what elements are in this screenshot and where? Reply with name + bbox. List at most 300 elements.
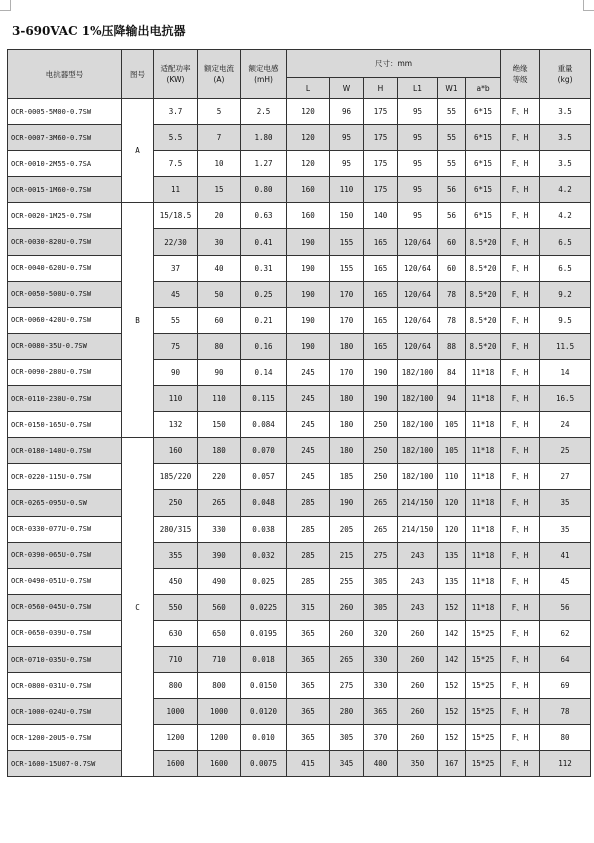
cell-weight: 35: [540, 490, 591, 516]
cell-current: 50: [198, 281, 241, 307]
cell-W1: 78: [438, 307, 466, 333]
cell-W: 255: [330, 568, 364, 594]
cell-model: OCR-0030-820U-0.7SW: [8, 229, 122, 255]
table-row: [8, 542, 591, 568]
header-insulation: 绝缘 等级: [501, 50, 540, 99]
cell-current: 150: [198, 412, 241, 438]
cell-W1: 105: [438, 412, 466, 438]
cell-model: OCR-0390-065U-0.7SW: [8, 542, 122, 568]
cell-insulation: F、H: [501, 151, 540, 177]
cell-H: 275: [364, 542, 398, 568]
cell-figure-group: A: [122, 99, 154, 203]
cell-insulation: F、H: [501, 620, 540, 646]
cell-weight: 56: [540, 594, 591, 620]
cell-insulation: F、H: [501, 673, 540, 699]
cell-weight: 3.5: [540, 151, 591, 177]
cell-model: OCR-0490-051U-0.7SW: [8, 568, 122, 594]
cell-L: 245: [287, 359, 330, 385]
cell-H: 320: [364, 620, 398, 646]
cell-weight: 9.5: [540, 307, 591, 333]
cell-inductance: 0.25: [241, 281, 287, 307]
cell-H: 165: [364, 281, 398, 307]
table-row: [8, 412, 591, 438]
cell-insulation: F、H: [501, 490, 540, 516]
table-row: [8, 490, 591, 516]
cell-inductance: 0.0150: [241, 673, 287, 699]
cell-insulation: F、H: [501, 177, 540, 203]
cell-L: 120: [287, 99, 330, 125]
cell-ab: 15*25: [466, 699, 501, 725]
cell-L1: 260: [398, 673, 438, 699]
cell-L1: 243: [398, 542, 438, 568]
table-row: [8, 438, 591, 464]
cell-power: 800: [154, 673, 198, 699]
cell-L1: 243: [398, 568, 438, 594]
table-row: [8, 725, 591, 751]
cell-insulation: F、H: [501, 464, 540, 490]
cell-ab: 11*18: [466, 386, 501, 412]
cell-H: 250: [364, 412, 398, 438]
cell-L1: 95: [398, 151, 438, 177]
cell-power: 45: [154, 281, 198, 307]
cell-inductance: 0.0195: [241, 620, 287, 646]
cell-H: 140: [364, 203, 398, 229]
cell-W: 280: [330, 699, 364, 725]
cell-current: 1000: [198, 699, 241, 725]
cell-power: 55: [154, 307, 198, 333]
cell-ab: 11*18: [466, 542, 501, 568]
cell-ab: 6*15: [466, 203, 501, 229]
cell-ab: 15*25: [466, 751, 501, 777]
cell-L: 285: [287, 490, 330, 516]
cell-L1: 243: [398, 594, 438, 620]
cell-power: 280/315: [154, 516, 198, 542]
cell-W1: 56: [438, 203, 466, 229]
cell-L: 190: [287, 333, 330, 359]
cell-power: 3.7: [154, 99, 198, 125]
cell-L1: 182/100: [398, 412, 438, 438]
table-row: [8, 255, 591, 281]
cell-H: 175: [364, 151, 398, 177]
cell-ab: 15*25: [466, 620, 501, 646]
cell-current: 20: [198, 203, 241, 229]
cell-model: OCR-0007-3M60-0.7SW: [8, 125, 122, 151]
cell-insulation: F、H: [501, 542, 540, 568]
cell-W: 155: [330, 255, 364, 281]
cell-L1: 214/150: [398, 516, 438, 542]
table-row: [8, 646, 591, 672]
cell-W1: 56: [438, 177, 466, 203]
cell-insulation: F、H: [501, 359, 540, 385]
cell-ab: 8.5*20: [466, 281, 501, 307]
cell-W: 180: [330, 386, 364, 412]
cell-L1: 182/100: [398, 464, 438, 490]
cell-power: 185/220: [154, 464, 198, 490]
cell-L: 245: [287, 386, 330, 412]
cell-L1: 95: [398, 99, 438, 125]
cell-inductance: 0.21: [241, 307, 287, 333]
cell-weight: 4.2: [540, 203, 591, 229]
cell-L1: 214/150: [398, 490, 438, 516]
header-dimensions: 尺寸：mm: [287, 50, 501, 78]
cell-power: 90: [154, 359, 198, 385]
cell-W1: 60: [438, 255, 466, 281]
cell-H: 175: [364, 99, 398, 125]
cell-power: 250: [154, 490, 198, 516]
cell-weight: 6.5: [540, 255, 591, 281]
cell-insulation: F、H: [501, 281, 540, 307]
cell-ab: 11*18: [466, 464, 501, 490]
cell-L: 285: [287, 568, 330, 594]
cell-power: 22/30: [154, 229, 198, 255]
cell-weight: 3.5: [540, 125, 591, 151]
cell-ab: 11*18: [466, 438, 501, 464]
cell-insulation: F、H: [501, 699, 540, 725]
cell-insulation: F、H: [501, 516, 540, 542]
cell-current: 60: [198, 307, 241, 333]
cell-L1: 120/64: [398, 229, 438, 255]
cell-H: 190: [364, 359, 398, 385]
cell-inductance: 1.80: [241, 125, 287, 151]
cell-insulation: F、H: [501, 386, 540, 412]
cell-weight: 16.5: [540, 386, 591, 412]
cell-W: 185: [330, 464, 364, 490]
cell-W1: 55: [438, 151, 466, 177]
cell-W1: 142: [438, 620, 466, 646]
cell-ab: 15*25: [466, 725, 501, 751]
cell-insulation: F、H: [501, 412, 540, 438]
cell-H: 265: [364, 490, 398, 516]
cell-ab: 8.5*20: [466, 229, 501, 255]
cell-W: 155: [330, 229, 364, 255]
cell-L1: 182/100: [398, 386, 438, 412]
cell-inductance: 0.63: [241, 203, 287, 229]
cell-figure-group: B: [122, 203, 154, 438]
cell-current: 5: [198, 99, 241, 125]
cell-W1: 110: [438, 464, 466, 490]
cell-current: 800: [198, 673, 241, 699]
cell-insulation: F、H: [501, 229, 540, 255]
header-ab: a*b: [466, 78, 501, 99]
cell-current: 650: [198, 620, 241, 646]
cell-H: 165: [364, 255, 398, 281]
cell-W: 150: [330, 203, 364, 229]
cell-H: 250: [364, 438, 398, 464]
cell-L: 120: [287, 125, 330, 151]
cell-W1: 152: [438, 725, 466, 751]
cell-L1: 350: [398, 751, 438, 777]
table-row: [8, 177, 591, 203]
cell-W: 95: [330, 125, 364, 151]
cell-weight: 35: [540, 516, 591, 542]
cell-model: OCR-0800-031U-0.7SW: [8, 673, 122, 699]
cell-model: OCR-0650-039U-0.7SW: [8, 620, 122, 646]
cell-insulation: F、H: [501, 646, 540, 672]
cell-power: 710: [154, 646, 198, 672]
cell-ab: 15*25: [466, 673, 501, 699]
cell-current: 490: [198, 568, 241, 594]
cell-model: OCR-1000-024U-0.7SW: [8, 699, 122, 725]
cell-W: 110: [330, 177, 364, 203]
cell-W1: 135: [438, 542, 466, 568]
cell-model: OCR-0710-035U-0.7SW: [8, 646, 122, 672]
table-row: [8, 203, 591, 229]
cell-L: 415: [287, 751, 330, 777]
cell-W1: 88: [438, 333, 466, 359]
cell-ab: 11*18: [466, 490, 501, 516]
table-row: [8, 568, 591, 594]
header-figure: 图号: [122, 50, 154, 99]
header-L1: L1: [398, 78, 438, 99]
cell-model: OCR-0010-2M55-0.7SA: [8, 151, 122, 177]
cell-H: 175: [364, 177, 398, 203]
cell-insulation: F、H: [501, 307, 540, 333]
cell-inductance: 2.5: [241, 99, 287, 125]
cell-current: 265: [198, 490, 241, 516]
reactor-spec-table: [7, 49, 591, 777]
cell-L: 190: [287, 229, 330, 255]
cell-W1: 142: [438, 646, 466, 672]
cell-inductance: 0.038: [241, 516, 287, 542]
cell-ab: 6*15: [466, 99, 501, 125]
header-current: 额定电流 (A): [198, 50, 241, 99]
cell-weight: 112: [540, 751, 591, 777]
cell-W: 205: [330, 516, 364, 542]
cell-ab: 6*15: [466, 177, 501, 203]
cell-W: 180: [330, 412, 364, 438]
cell-current: 1600: [198, 751, 241, 777]
cell-model: OCR-0060-420U-0.7SW: [8, 307, 122, 333]
cell-H: 165: [364, 229, 398, 255]
cell-current: 560: [198, 594, 241, 620]
cell-weight: 45: [540, 568, 591, 594]
cell-W: 215: [330, 542, 364, 568]
cell-model: OCR-0330-077U-0.7SW: [8, 516, 122, 542]
cell-W1: 105: [438, 438, 466, 464]
header-W1: W1: [438, 78, 466, 99]
cell-L: 190: [287, 281, 330, 307]
cell-L: 365: [287, 620, 330, 646]
header-model: 电抗器型号: [8, 50, 122, 99]
cell-model: OCR-0040-620U-0.7SW: [8, 255, 122, 281]
table-row: [8, 516, 591, 542]
cell-ab: 11*18: [466, 568, 501, 594]
cell-ab: 11*18: [466, 412, 501, 438]
cell-power: 5.5: [154, 125, 198, 151]
cell-insulation: F、H: [501, 255, 540, 281]
table-body: [8, 99, 591, 777]
cell-ab: 11*18: [466, 594, 501, 620]
cell-current: 110: [198, 386, 241, 412]
cell-inductance: 0.31: [241, 255, 287, 281]
document-title: 3-690VAC 1%压降输出电抗器: [12, 24, 186, 38]
cell-L: 160: [287, 203, 330, 229]
cell-weight: 27: [540, 464, 591, 490]
cell-weight: 4.2: [540, 177, 591, 203]
cell-W: 275: [330, 673, 364, 699]
cell-ab: 8.5*20: [466, 333, 501, 359]
table-row: [8, 125, 591, 151]
cell-power: 355: [154, 542, 198, 568]
cell-insulation: F、H: [501, 333, 540, 359]
cell-ab: 11*18: [466, 359, 501, 385]
cell-current: 710: [198, 646, 241, 672]
cell-current: 7: [198, 125, 241, 151]
cell-current: 10: [198, 151, 241, 177]
cell-power: 630: [154, 620, 198, 646]
cell-inductance: 0.057: [241, 464, 287, 490]
crop-mark-top-left: [0, 0, 11, 11]
cell-W: 180: [330, 438, 364, 464]
cell-model: OCR-0015-1M60-0.7SW: [8, 177, 122, 203]
cell-W: 260: [330, 594, 364, 620]
cell-W1: 167: [438, 751, 466, 777]
header-H: H: [364, 78, 398, 99]
table-row: [8, 620, 591, 646]
cell-model: OCR-1200-20U5-0.7SW: [8, 725, 122, 751]
table-row: [8, 751, 591, 777]
cell-inductance: 0.025: [241, 568, 287, 594]
cell-weight: 9.2: [540, 281, 591, 307]
cell-L1: 95: [398, 177, 438, 203]
cell-W1: 60: [438, 229, 466, 255]
cell-W1: 120: [438, 490, 466, 516]
cell-model: OCR-0560-045U-0.7SW: [8, 594, 122, 620]
cell-W: 345: [330, 751, 364, 777]
cell-power: 132: [154, 412, 198, 438]
cell-power: 160: [154, 438, 198, 464]
cell-power: 550: [154, 594, 198, 620]
cell-insulation: F、H: [501, 203, 540, 229]
cell-W: 180: [330, 333, 364, 359]
cell-L: 365: [287, 725, 330, 751]
cell-inductance: 1.27: [241, 151, 287, 177]
cell-L: 365: [287, 673, 330, 699]
cell-power: 1600: [154, 751, 198, 777]
cell-power: 75: [154, 333, 198, 359]
cell-inductance: 0.084: [241, 412, 287, 438]
table-row: [8, 386, 591, 412]
cell-L: 190: [287, 307, 330, 333]
table-row: [8, 699, 591, 725]
cell-power: 15/18.5: [154, 203, 198, 229]
cell-inductance: 0.032: [241, 542, 287, 568]
cell-L: 365: [287, 699, 330, 725]
cell-inductance: 0.0075: [241, 751, 287, 777]
table-row: [8, 594, 591, 620]
cell-L1: 95: [398, 125, 438, 151]
cell-L: 245: [287, 412, 330, 438]
cell-insulation: F、H: [501, 594, 540, 620]
cell-L1: 120/64: [398, 333, 438, 359]
cell-W: 190: [330, 490, 364, 516]
cell-model: OCR-0005-5M00-0.7SW: [8, 99, 122, 125]
cell-inductance: 0.070: [241, 438, 287, 464]
header-L: L: [287, 78, 330, 99]
table-row: [8, 333, 591, 359]
cell-weight: 6.5: [540, 229, 591, 255]
cell-W1: 135: [438, 568, 466, 594]
crop-mark-top-right: [583, 0, 594, 11]
cell-H: 305: [364, 594, 398, 620]
cell-model: OCR-0020-1M25-0.7SW: [8, 203, 122, 229]
cell-H: 190: [364, 386, 398, 412]
cell-W1: 84: [438, 359, 466, 385]
cell-model: OCR-1600-15U07-0.7SW: [8, 751, 122, 777]
cell-power: 11: [154, 177, 198, 203]
cell-W1: 55: [438, 125, 466, 151]
cell-H: 305: [364, 568, 398, 594]
cell-L1: 260: [398, 725, 438, 751]
cell-L: 315: [287, 594, 330, 620]
cell-L1: 260: [398, 646, 438, 672]
cell-current: 40: [198, 255, 241, 281]
cell-ab: 8.5*20: [466, 255, 501, 281]
cell-H: 265: [364, 516, 398, 542]
cell-H: 250: [364, 464, 398, 490]
cell-current: 80: [198, 333, 241, 359]
cell-ab: 6*15: [466, 151, 501, 177]
table-row: [8, 464, 591, 490]
cell-L: 285: [287, 516, 330, 542]
header-weight: 重量 (kg): [540, 50, 591, 99]
cell-current: 220: [198, 464, 241, 490]
cell-L1: 95: [398, 203, 438, 229]
cell-ab: 6*15: [466, 125, 501, 151]
cell-weight: 11.5: [540, 333, 591, 359]
cell-L: 245: [287, 438, 330, 464]
cell-H: 370: [364, 725, 398, 751]
cell-weight: 80: [540, 725, 591, 751]
cell-L: 120: [287, 151, 330, 177]
cell-power: 1000: [154, 699, 198, 725]
cell-W: 265: [330, 646, 364, 672]
cell-W: 96: [330, 99, 364, 125]
cell-model: OCR-0150-165U-0.7SW: [8, 412, 122, 438]
cell-W: 260: [330, 620, 364, 646]
cell-L1: 260: [398, 620, 438, 646]
cell-L: 365: [287, 646, 330, 672]
header-inductance: 额定电感 (mH): [241, 50, 287, 99]
cell-power: 450: [154, 568, 198, 594]
cell-weight: 24: [540, 412, 591, 438]
cell-power: 37: [154, 255, 198, 281]
cell-H: 165: [364, 307, 398, 333]
cell-current: 330: [198, 516, 241, 542]
cell-L: 190: [287, 255, 330, 281]
cell-ab: 8.5*20: [466, 307, 501, 333]
cell-model: OCR-0220-115U-0.7SW: [8, 464, 122, 490]
cell-current: 180: [198, 438, 241, 464]
cell-model: OCR-0080-35U-0.7SW: [8, 333, 122, 359]
cell-L1: 120/64: [398, 307, 438, 333]
cell-W1: 78: [438, 281, 466, 307]
cell-current: 90: [198, 359, 241, 385]
cell-W1: 152: [438, 594, 466, 620]
cell-ab: 15*25: [466, 646, 501, 672]
cell-ab: 11*18: [466, 516, 501, 542]
cell-L1: 120/64: [398, 255, 438, 281]
cell-W: 170: [330, 281, 364, 307]
table-row: [8, 151, 591, 177]
cell-model: OCR-0180-140U-0.7SW: [8, 438, 122, 464]
cell-insulation: F、H: [501, 125, 540, 151]
cell-W1: 152: [438, 699, 466, 725]
cell-insulation: F、H: [501, 438, 540, 464]
cell-L1: 182/100: [398, 438, 438, 464]
cell-L: 160: [287, 177, 330, 203]
cell-W: 305: [330, 725, 364, 751]
